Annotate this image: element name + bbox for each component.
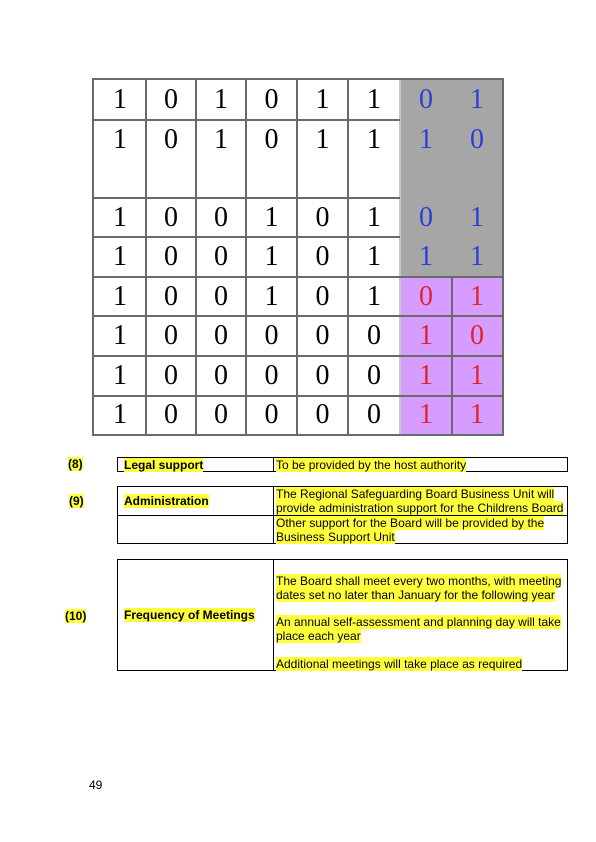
matrix-column-divider xyxy=(245,80,247,434)
matrix-row-divider xyxy=(94,276,502,278)
section-number-10: (10) xyxy=(65,609,87,623)
section-number-8: (8) xyxy=(68,457,83,471)
matrix-digit: 1 xyxy=(470,84,484,115)
matrix-digit: 1 xyxy=(264,241,279,272)
matrix-digit: 1 xyxy=(367,280,381,312)
matrix-digit: 0 xyxy=(214,241,228,272)
matrix-row-divider xyxy=(94,119,400,121)
matrix-digit: 0 xyxy=(367,320,381,351)
matrix-digit: 1 xyxy=(367,241,381,272)
matrix-digit: 1 xyxy=(367,84,381,115)
matrix-digit: 1 xyxy=(315,124,330,155)
matrix-digit: 1 xyxy=(113,84,127,115)
matrix-digit: 0 xyxy=(164,84,178,115)
matrix-digit: 1 xyxy=(470,201,484,233)
matrix-digit: 1 xyxy=(264,280,279,312)
matrix-digit: 0 xyxy=(164,360,178,391)
administration-text-2: Other support for the Board will be provided by the Business Support Unit xyxy=(276,516,545,544)
matrix-digit: 0 xyxy=(264,360,279,391)
meetings-text-2: An annual self-assessment and planning day will take place each year xyxy=(276,615,561,643)
matrix-digit: 1 xyxy=(113,241,127,272)
matrix-digit: 1 xyxy=(113,280,127,312)
matrix-column-divider xyxy=(296,80,298,434)
legal-support-label: Legal support xyxy=(124,458,204,472)
matrix-digit: 1 xyxy=(419,399,433,430)
meetings-text-1: The Board shall meet every two months, with meeting dates set no later than January for the following year xyxy=(276,574,562,602)
matrix-digit: 0 xyxy=(315,241,330,272)
matrix-digit: 0 xyxy=(264,84,279,115)
matrix-digit: 0 xyxy=(214,280,228,312)
matrix-digit: 1 xyxy=(470,241,484,272)
matrix-digit: 0 xyxy=(164,241,178,272)
matrix-digit: 1 xyxy=(419,124,433,155)
matrix-row-divider xyxy=(94,355,502,357)
page-number: 49 xyxy=(89,778,103,792)
matrix-digit: 1 xyxy=(419,320,433,351)
matrix-digit: 0 xyxy=(164,124,178,155)
matrix-digit: 1 xyxy=(419,241,433,272)
matrix-digit: 1 xyxy=(264,201,279,233)
matrix-digit: 0 xyxy=(419,280,433,312)
matrix-digit: 0 xyxy=(264,399,279,430)
matrix-row-divider xyxy=(94,236,400,238)
matrix-row-divider xyxy=(94,315,502,317)
matrix-digit: 0 xyxy=(315,360,330,391)
administration-text-1: The Regional Safeguarding Board Business Unit will provide administration support for the Childrens Board xyxy=(276,487,564,515)
matrix-digit: 0 xyxy=(470,320,484,351)
matrix-digit: 0 xyxy=(367,360,381,391)
matrix-digit: 0 xyxy=(315,320,330,351)
matrix-row-divider xyxy=(94,395,502,397)
matrix-digit: 0 xyxy=(419,84,433,115)
matrix-digit: 0 xyxy=(214,320,228,351)
matrix-digit: 0 xyxy=(164,399,178,430)
matrix-digit: 0 xyxy=(214,399,228,430)
matrix-digit: 1 xyxy=(419,360,433,391)
meetings-label: Frequency of Meetings xyxy=(124,608,255,622)
matrix-column-divider xyxy=(145,80,147,434)
matrix-digit: 1 xyxy=(113,201,127,233)
matrix-digit: 0 xyxy=(315,280,330,312)
matrix-digit: 0 xyxy=(315,201,330,233)
matrix-digit: 0 xyxy=(315,399,330,430)
matrix-digit: 1 xyxy=(113,124,127,155)
matrix-digit: 0 xyxy=(214,201,228,233)
matrix-column-divider xyxy=(195,80,197,434)
meetings-text-3: Additional meetings will take place as required xyxy=(276,657,523,671)
matrix-digit: 0 xyxy=(264,124,279,155)
matrix-digit: 1 xyxy=(113,320,127,351)
matrix-digit: 0 xyxy=(264,320,279,351)
matrix-column-divider xyxy=(347,80,349,434)
matrix-digit: 0 xyxy=(214,360,228,391)
matrix-digit: 0 xyxy=(164,320,178,351)
legal-support-text: To be provided by the host authority xyxy=(276,458,467,472)
matrix-digit: 0 xyxy=(164,280,178,312)
matrix-digit: 1 xyxy=(113,360,127,391)
matrix-digit: 1 xyxy=(470,399,484,430)
matrix-digit: 0 xyxy=(470,124,484,155)
matrix-digit: 0 xyxy=(164,201,178,233)
matrix-row-divider xyxy=(94,197,400,199)
matrix-digit: 1 xyxy=(214,124,228,155)
matrix-digit: 0 xyxy=(367,399,381,430)
matrix-digit: 1 xyxy=(470,360,484,391)
matrix-digit: 0 xyxy=(419,201,433,233)
section-number-9: (9) xyxy=(69,494,84,508)
matrix-column-divider xyxy=(399,80,401,434)
matrix-digit: 1 xyxy=(214,84,228,115)
matrix-digit: 1 xyxy=(367,124,381,155)
matrix-digit: 1 xyxy=(367,201,381,233)
matrix-digit: 1 xyxy=(315,84,330,115)
administration-label: Administration xyxy=(124,494,209,508)
matrix-digit: 1 xyxy=(113,399,127,430)
binary-matrix-figure xyxy=(92,78,504,436)
matrix-digit: 1 xyxy=(470,280,484,312)
